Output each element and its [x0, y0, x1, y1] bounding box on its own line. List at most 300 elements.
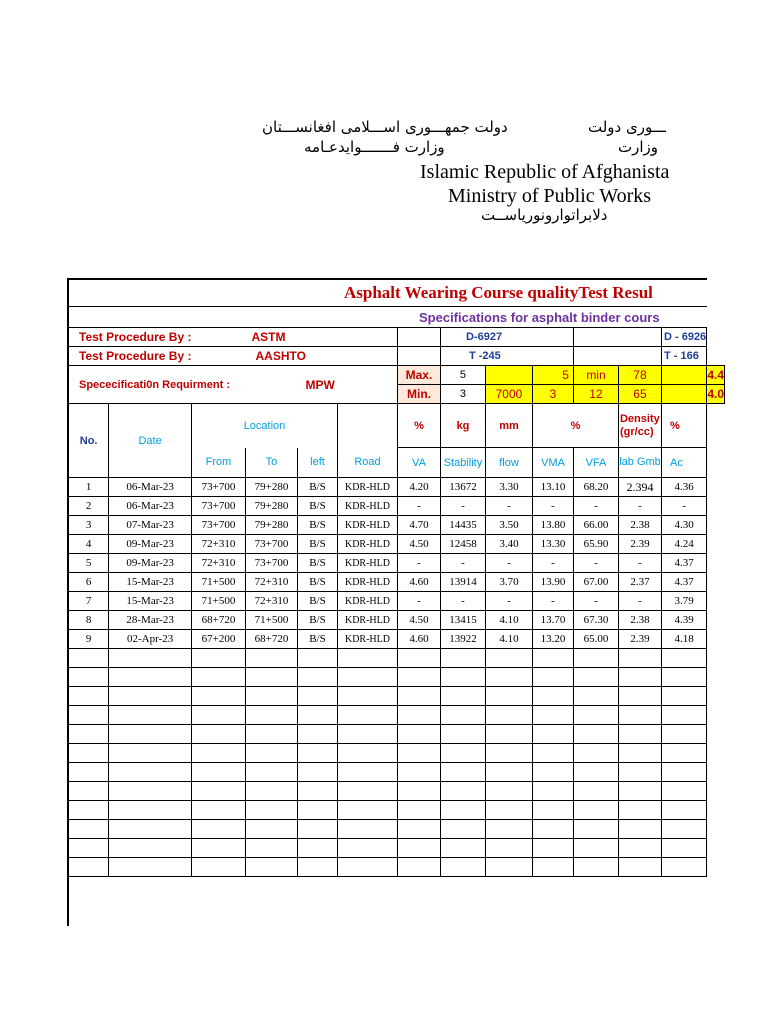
empty-cell — [337, 858, 397, 877]
empty-cell — [485, 744, 532, 763]
empty-cell — [397, 801, 440, 820]
row-vfa: - — [573, 592, 618, 611]
empty-cell — [397, 706, 440, 725]
empty-cell — [618, 820, 661, 839]
empty-cell — [661, 706, 706, 725]
procedure-standard: AASHTO — [191, 347, 397, 366]
row-from: 71+500 — [191, 573, 245, 592]
empty-cell — [109, 744, 192, 763]
row-ac: 4.30 — [661, 516, 706, 535]
spec-title: Specifications for asphalt binder cours — [68, 307, 707, 328]
row-side: B/S — [297, 554, 337, 573]
empty-cell — [109, 687, 192, 706]
header-stability: Stability — [440, 448, 485, 478]
empty-cell — [68, 687, 109, 706]
empty-cell — [532, 801, 573, 820]
empty-cell — [68, 649, 109, 668]
row-no: 8 — [68, 611, 109, 630]
empty-row — [68, 706, 725, 725]
max-stability — [485, 366, 532, 385]
empty-cell — [661, 725, 706, 744]
empty-cell — [245, 820, 297, 839]
empty-cell — [191, 649, 245, 668]
empty-cell — [297, 839, 337, 858]
empty-cell — [661, 801, 706, 820]
row-from: 68+720 — [191, 611, 245, 630]
row-side: B/S — [297, 516, 337, 535]
empty-cell — [337, 687, 397, 706]
empty-cell — [397, 668, 440, 687]
row-stability: - — [440, 554, 485, 573]
empty-cell — [109, 763, 192, 782]
row-ac: 4.37 — [661, 573, 706, 592]
empty-cell — [297, 668, 337, 687]
empty-cell — [397, 725, 440, 744]
empty-cell — [109, 782, 192, 801]
empty-cell — [440, 782, 485, 801]
row-road: KDR-HLD — [337, 573, 397, 592]
empty-cell — [618, 649, 661, 668]
empty-cell — [532, 820, 573, 839]
row-gmb: 2.394 — [618, 478, 661, 497]
empty-cell — [532, 687, 573, 706]
row-road: KDR-HLD — [337, 630, 397, 649]
row-date: 02-Apr-23 — [109, 630, 192, 649]
row-road: KDR-HLD — [337, 535, 397, 554]
empty-cell — [337, 782, 397, 801]
row-from: 72+310 — [191, 554, 245, 573]
min-flow: 3 — [532, 385, 573, 404]
table-row — [68, 516, 725, 535]
empty-row — [68, 782, 725, 801]
procedure-code2: D - 6926 — [661, 328, 706, 347]
empty-cell — [397, 649, 440, 668]
empty-cell — [397, 782, 440, 801]
row-gmb: 2.38 — [618, 516, 661, 535]
min-va: 3 — [440, 385, 485, 404]
empty-cell — [297, 801, 337, 820]
empty-cell — [297, 687, 337, 706]
requirement-org: MPW — [297, 366, 397, 404]
empty-cell — [68, 706, 109, 725]
dari-ministry-line2: وزارت فـــــــوایدعـامه — [304, 138, 445, 156]
row-vma: - — [532, 497, 573, 516]
min-gmb — [661, 385, 706, 404]
empty-cell — [573, 858, 618, 877]
table-row — [68, 497, 725, 516]
empty-cell — [397, 744, 440, 763]
empty-cell — [191, 687, 245, 706]
row-road: KDR-HLD — [337, 516, 397, 535]
empty-cell — [337, 706, 397, 725]
empty-cell — [245, 801, 297, 820]
max-vma: min — [573, 366, 618, 385]
empty-cell — [440, 801, 485, 820]
empty-cell — [532, 839, 573, 858]
empty-cell — [573, 668, 618, 687]
empty-cell — [297, 820, 337, 839]
empty-cell — [440, 649, 485, 668]
empty-cell — [532, 744, 573, 763]
procedure-code1: D-6927 — [440, 328, 573, 347]
row-to: 72+310 — [245, 592, 297, 611]
header-location: Location — [191, 404, 337, 448]
row-side: B/S — [297, 573, 337, 592]
row-vma: 13.70 — [532, 611, 573, 630]
row-from: 73+700 — [191, 478, 245, 497]
empty-cell — [618, 782, 661, 801]
empty-cell — [532, 668, 573, 687]
row-flow: 3.70 — [485, 573, 532, 592]
row-vma: 13.90 — [532, 573, 573, 592]
empty-cell — [485, 858, 532, 877]
row-flow: - — [485, 497, 532, 516]
empty-cell — [661, 668, 706, 687]
empty-cell — [573, 763, 618, 782]
procedure-spacer — [397, 328, 440, 347]
row-stability: 12458 — [440, 535, 485, 554]
row-side: B/S — [297, 478, 337, 497]
empty-cell — [485, 801, 532, 820]
row-flow: 4.10 — [485, 630, 532, 649]
empty-cell — [245, 687, 297, 706]
empty-cell — [337, 744, 397, 763]
empty-cell — [245, 839, 297, 858]
empty-cell — [245, 744, 297, 763]
row-vma: - — [532, 554, 573, 573]
procedure-code2: T - 166 — [661, 347, 706, 366]
dari-ministry-line1-right: ـــوری دولت — [588, 118, 666, 136]
empty-cell — [397, 820, 440, 839]
empty-cell — [297, 649, 337, 668]
row-no: 4 — [68, 535, 109, 554]
country-name: Islamic Republic of Afghanista — [420, 161, 670, 183]
test-results-sheet — [67, 278, 768, 928]
row-stability: - — [440, 592, 485, 611]
procedure-row-astm — [68, 328, 725, 347]
row-va: 4.60 — [397, 573, 440, 592]
max-vfa: 78 — [618, 366, 661, 385]
header-vma: VMA — [532, 448, 573, 478]
procedure-spacer — [397, 347, 440, 366]
empty-cell — [68, 801, 109, 820]
row-no: 5 — [68, 554, 109, 573]
row-flow: 3.50 — [485, 516, 532, 535]
units-row — [68, 404, 725, 448]
min-ac: 4.0 — [707, 385, 725, 404]
empty-cell — [618, 725, 661, 744]
row-side: B/S — [297, 497, 337, 516]
header-from: From — [191, 448, 245, 478]
row-vfa: - — [573, 497, 618, 516]
table-row — [68, 554, 725, 573]
empty-cell — [618, 687, 661, 706]
row-vfa: 66.00 — [573, 516, 618, 535]
row-no: 7 — [68, 592, 109, 611]
row-to: 71+500 — [245, 611, 297, 630]
sheet-title: Asphalt Wearing Course qualityTest Resul — [68, 279, 707, 307]
empty-cell — [573, 744, 618, 763]
empty-cell — [485, 649, 532, 668]
unit-density: Density (gr/cc) — [618, 404, 661, 448]
empty-row — [68, 744, 725, 763]
row-gmb: 2.38 — [618, 611, 661, 630]
empty-cell — [440, 763, 485, 782]
row-date: 09-Mar-23 — [109, 554, 192, 573]
empty-cell — [661, 820, 706, 839]
empty-cell — [573, 706, 618, 725]
empty-cell — [337, 839, 397, 858]
empty-row — [68, 687, 725, 706]
empty-cell — [440, 706, 485, 725]
requirement-label: Spececificati0n Requirment : — [68, 366, 297, 404]
procedure-row-aashto — [68, 347, 725, 366]
empty-cell — [191, 763, 245, 782]
procedure-spacer — [573, 328, 661, 347]
row-vfa: 65.00 — [573, 630, 618, 649]
row-ac: 4.18 — [661, 630, 706, 649]
procedure-spacer — [573, 347, 661, 366]
row-to: 72+310 — [245, 573, 297, 592]
row-to: 79+280 — [245, 497, 297, 516]
row-date: 06-Mar-23 — [109, 497, 192, 516]
row-flow: 3.30 — [485, 478, 532, 497]
empty-cell — [68, 858, 109, 877]
row-from: 71+500 — [191, 592, 245, 611]
empty-cell — [297, 725, 337, 744]
empty-cell — [68, 782, 109, 801]
row-side: B/S — [297, 592, 337, 611]
row-to: 79+280 — [245, 516, 297, 535]
empty-cell — [68, 668, 109, 687]
dari-ministry-line1: دولت جمهـــوری اســـلامی افغانســـتان — [262, 118, 508, 136]
row-stability: - — [440, 497, 485, 516]
empty-cell — [191, 839, 245, 858]
empty-cell — [618, 744, 661, 763]
empty-cell — [573, 687, 618, 706]
empty-cell — [618, 839, 661, 858]
max-flow: 5 — [532, 366, 573, 385]
empty-cell — [337, 649, 397, 668]
min-vma: 12 — [573, 385, 618, 404]
empty-cell — [485, 725, 532, 744]
header-no: No. — [68, 404, 109, 478]
table-row — [68, 630, 725, 649]
row-vfa: 67.30 — [573, 611, 618, 630]
table-row — [68, 592, 725, 611]
empty-cell — [337, 725, 397, 744]
row-gmb: - — [618, 554, 661, 573]
empty-cell — [68, 839, 109, 858]
empty-row — [68, 649, 725, 668]
row-road: KDR-HLD — [337, 592, 397, 611]
row-ac: 4.39 — [661, 611, 706, 630]
row-to: 79+280 — [245, 478, 297, 497]
row-ac: - — [661, 497, 706, 516]
row-to: 68+720 — [245, 630, 297, 649]
empty-cell — [440, 820, 485, 839]
ministry-name: Ministry of Public Works — [448, 185, 652, 207]
empty-cell — [485, 839, 532, 858]
row-no: 3 — [68, 516, 109, 535]
empty-row — [68, 858, 725, 877]
empty-cell — [440, 858, 485, 877]
row-road: KDR-HLD — [337, 554, 397, 573]
empty-cell — [109, 725, 192, 744]
empty-cell — [661, 782, 706, 801]
empty-cell — [337, 763, 397, 782]
empty-cell — [109, 839, 192, 858]
unit-flow: mm — [485, 404, 532, 448]
row-side: B/S — [297, 611, 337, 630]
row-vfa: 65.90 — [573, 535, 618, 554]
row-stability: 13922 — [440, 630, 485, 649]
unit-ac: % — [661, 404, 706, 448]
empty-cell — [661, 763, 706, 782]
empty-cell — [245, 668, 297, 687]
empty-cell — [191, 706, 245, 725]
empty-cell — [109, 820, 192, 839]
row-date: 15-Mar-23 — [109, 573, 192, 592]
empty-cell — [337, 801, 397, 820]
empty-cell — [245, 763, 297, 782]
row-road: KDR-HLD — [337, 497, 397, 516]
empty-cell — [485, 820, 532, 839]
empty-cell — [68, 820, 109, 839]
row-date: 28-Mar-23 — [109, 611, 192, 630]
empty-cell — [440, 668, 485, 687]
row-va: - — [397, 592, 440, 611]
empty-row — [68, 820, 725, 839]
table-row — [68, 611, 725, 630]
header-left: left — [297, 448, 337, 478]
header-to: To — [245, 448, 297, 478]
empty-cell — [245, 649, 297, 668]
row-stability: 13914 — [440, 573, 485, 592]
empty-cell — [618, 801, 661, 820]
row-from: 72+310 — [191, 535, 245, 554]
row-vfa: - — [573, 554, 618, 573]
empty-cell — [397, 839, 440, 858]
header-vfa: VFA — [573, 448, 618, 478]
empty-cell — [573, 820, 618, 839]
row-va: 4.20 — [397, 478, 440, 497]
empty-cell — [485, 706, 532, 725]
empty-cell — [661, 649, 706, 668]
empty-cell — [618, 706, 661, 725]
procedure-label: Test Procedure By : — [68, 347, 191, 366]
row-road: KDR-HLD — [337, 611, 397, 630]
empty-cell — [397, 858, 440, 877]
empty-cell — [397, 763, 440, 782]
row-stability: 13672 — [440, 478, 485, 497]
max-gmb — [661, 366, 706, 385]
table-row — [68, 573, 725, 592]
empty-cell — [245, 725, 297, 744]
row-flow: 4.10 — [485, 611, 532, 630]
empty-cell — [485, 687, 532, 706]
empty-cell — [109, 858, 192, 877]
empty-cell — [661, 744, 706, 763]
row-stability: 14435 — [440, 516, 485, 535]
empty-cell — [485, 782, 532, 801]
empty-cell — [109, 801, 192, 820]
row-va: 4.70 — [397, 516, 440, 535]
empty-cell — [440, 839, 485, 858]
row-vfa: 68.20 — [573, 478, 618, 497]
min-stability: 7000 — [485, 385, 532, 404]
empty-cell — [532, 649, 573, 668]
empty-cell — [440, 744, 485, 763]
row-gmb: - — [618, 592, 661, 611]
header-va: VA — [397, 448, 440, 478]
row-no: 1 — [68, 478, 109, 497]
empty-cell — [573, 725, 618, 744]
empty-cell — [532, 782, 573, 801]
row-side: B/S — [297, 535, 337, 554]
header-lab-gmb: lab Gmb — [618, 448, 661, 478]
row-road: KDR-HLD — [337, 478, 397, 497]
empty-row — [68, 801, 725, 820]
empty-row — [68, 668, 725, 687]
empty-cell — [573, 839, 618, 858]
row-no: 2 — [68, 497, 109, 516]
unit-vma-vfa: % — [532, 404, 618, 448]
max-va: 5 — [440, 366, 485, 385]
row-date: 07-Mar-23 — [109, 516, 192, 535]
header-flow: flow — [485, 448, 532, 478]
row-ac: 4.37 — [661, 554, 706, 573]
row-va: - — [397, 554, 440, 573]
empty-cell — [661, 858, 706, 877]
empty-cell — [485, 763, 532, 782]
row-ac: 3.79 — [661, 592, 706, 611]
table-row — [68, 535, 725, 554]
empty-cell — [245, 706, 297, 725]
dari-lab-directorate: دلابراتوارونوریاســت — [481, 206, 608, 224]
row-flow: - — [485, 592, 532, 611]
row-va: 4.50 — [397, 535, 440, 554]
row-gmb: 2.39 — [618, 535, 661, 554]
dari-ministry-line2-right: وزارت — [618, 138, 659, 156]
row-vma: 13.20 — [532, 630, 573, 649]
row-from: 67+200 — [191, 630, 245, 649]
row-vma: 13.80 — [532, 516, 573, 535]
empty-cell — [245, 858, 297, 877]
procedure-label: Test Procedure By : — [68, 328, 191, 347]
empty-cell — [661, 839, 706, 858]
results-table — [67, 278, 725, 877]
row-flow: 3.40 — [485, 535, 532, 554]
procedure-standard: ASTM — [191, 328, 397, 347]
row-to: 73+700 — [245, 535, 297, 554]
empty-cell — [68, 763, 109, 782]
empty-cell — [573, 649, 618, 668]
empty-row — [68, 839, 725, 858]
empty-cell — [485, 668, 532, 687]
row-from: 73+700 — [191, 516, 245, 535]
row-ac: 4.24 — [661, 535, 706, 554]
empty-cell — [337, 820, 397, 839]
row-date: 09-Mar-23 — [109, 535, 192, 554]
header-ac: Ac — [661, 448, 706, 478]
empty-cell — [618, 668, 661, 687]
empty-cell — [573, 782, 618, 801]
empty-cell — [618, 763, 661, 782]
empty-cell — [532, 858, 573, 877]
empty-cell — [191, 858, 245, 877]
row-to: 73+700 — [245, 554, 297, 573]
